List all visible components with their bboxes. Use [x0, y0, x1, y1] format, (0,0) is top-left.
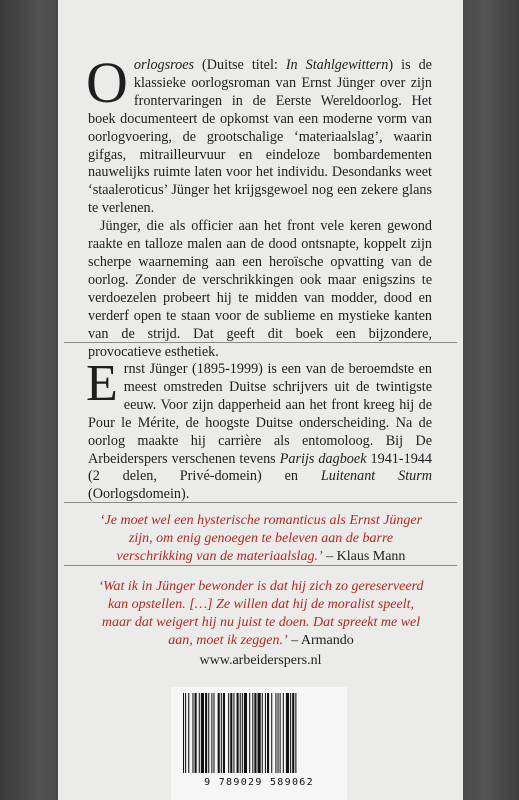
blurb-section [86, 50, 432, 361]
barcode-bar [223, 693, 225, 773]
barcode-bar [237, 693, 239, 773]
barcode-bar [201, 693, 204, 773]
barcode-bar [278, 693, 279, 773]
quote-attribution: – Armando [287, 632, 354, 648]
divider [64, 502, 457, 503]
barcode-bar [185, 693, 186, 773]
bio-text: 1941-1944 (2 delen, Privé-domein) en [88, 450, 432, 485]
barcode-bar [286, 693, 289, 773]
barcode-bar [267, 693, 269, 773]
publisher-url: www.arbeiderspers.nl [199, 653, 322, 668]
barcode-bar [280, 693, 281, 773]
barcode-bar [249, 693, 250, 773]
barcode-bar [228, 693, 229, 773]
blurb-paragraph-1 [86, 50, 432, 218]
barcode-bar [258, 693, 261, 773]
barcode-bar [244, 693, 247, 773]
barcode-bar [240, 693, 241, 773]
quote-attribution: – Klaus Mann [322, 548, 406, 564]
barcode-bar [275, 693, 276, 773]
barcode-bar [292, 693, 294, 773]
barcode-bar [199, 693, 200, 773]
blurb-text: ) is de klassieke oorlogsroman van Ernst Jünger over zijn frontervaringen in de Eerste Wereldoorlog. Het boek documenteert de opkomst van een moderne vorm van oorlogvoering, de grootschalige ‘materiaalslag’, waarin gifgas, mitrailleurvuur en eindeloze bombardementen nauwelijks ruimte laten voor het individu. Desondanks weet ‘staaleroticus’ Jünger het krijgsgewoel nog een zekere glans te verlenen. [88, 57, 432, 217]
barcode-bar [211, 693, 212, 773]
barcode-bar [242, 693, 243, 773]
author-bio-paragraph [86, 355, 432, 504]
divider [64, 342, 457, 343]
divider [64, 565, 457, 566]
barcode [171, 687, 347, 800]
blurb-text: (Duitse titel: [194, 57, 286, 73]
barcode-bar [262, 693, 263, 773]
barcode-bar [283, 693, 284, 773]
bio-text: (Oorlogsdomein). [88, 486, 190, 503]
barcode-bar [188, 693, 189, 773]
barcode-bar [295, 693, 296, 773]
barcode-bar [265, 693, 266, 773]
bio-text: rnst Jünger (1895-1999) is een van de beroemdste en meest omstreden Duitse schrijvers uit de twintigste eeuw. Voor zijn dapperheid aan het front kreeg hij de Pour le Mérite, de hoogste Duitse onderscheiding. Na de oorlog maakte hij carrière als entomoloog. Bij De Arbeiderspers verschenen tevens [88, 361, 432, 467]
book-edge-right [463, 0, 519, 800]
barcode-bar [195, 693, 197, 773]
review-quote [92, 512, 430, 566]
blurb-paragraph-2: Jünger, die als officier aan het front vele keren gewond raakte en talloze malen aan de dood ontsnapte, koppelt zijn scherpe waarneming aan een heroïsche opvatting van de oorlog. Zonder de verschrikkingen ook maar enigszins te verdoezelen probeert hij te midden van modder, dood en verderf open te staan voor de sublieme en mystieke kanten van de strijd. Dat geeft dit boek een bijzondere, provocatieve esthetiek. [88, 218, 432, 360]
barcode-bar [183, 693, 184, 773]
original-title: In Stahlgewittern [285, 57, 389, 73]
barcode-bar [208, 693, 209, 773]
isbn-number: 9 789029 589062 [204, 777, 314, 788]
barcode-bar [254, 693, 256, 773]
book-spine-edge-left [0, 0, 58, 800]
dropcap-o: O [86, 50, 128, 115]
book-title: orlogsroes [133, 57, 195, 73]
barcode-bar [252, 693, 253, 773]
dropcap-e: E [86, 355, 118, 412]
other-book-title: Luitenant Sturm [320, 468, 432, 485]
barcode-bar [233, 693, 234, 773]
barcode-bar [230, 693, 232, 773]
barcode-bars [179, 693, 339, 777]
barcode-bar [218, 693, 220, 773]
barcode-bar [290, 693, 291, 773]
quote-text: ‘Wat ik in Jünger bewonder is dat hij zich zo gereserveerd kan opstellen. […] Ze willen dat hij de moralist speelt, maar dat weigert hij nu juist te doen. Dat spreekt me wel aan, moet ik zeggen.’ [98, 579, 424, 648]
author-bio-section [86, 355, 432, 504]
other-book-title: Parijs dagboek [279, 450, 367, 467]
back-cover [58, 0, 463, 800]
barcode-bar [192, 693, 193, 773]
barcode-bar [221, 693, 222, 773]
quote-text: ‘Je moet wel een hysterische romanticus als Ernst Jünger zijn, om enig genoegen te beleven aan de barre verschrikking van de materiaalslag.’ [99, 513, 423, 564]
review-quote [92, 578, 430, 650]
barcode-bar [271, 693, 272, 773]
barcode-bar [205, 693, 207, 773]
barcode-bar [213, 693, 214, 773]
